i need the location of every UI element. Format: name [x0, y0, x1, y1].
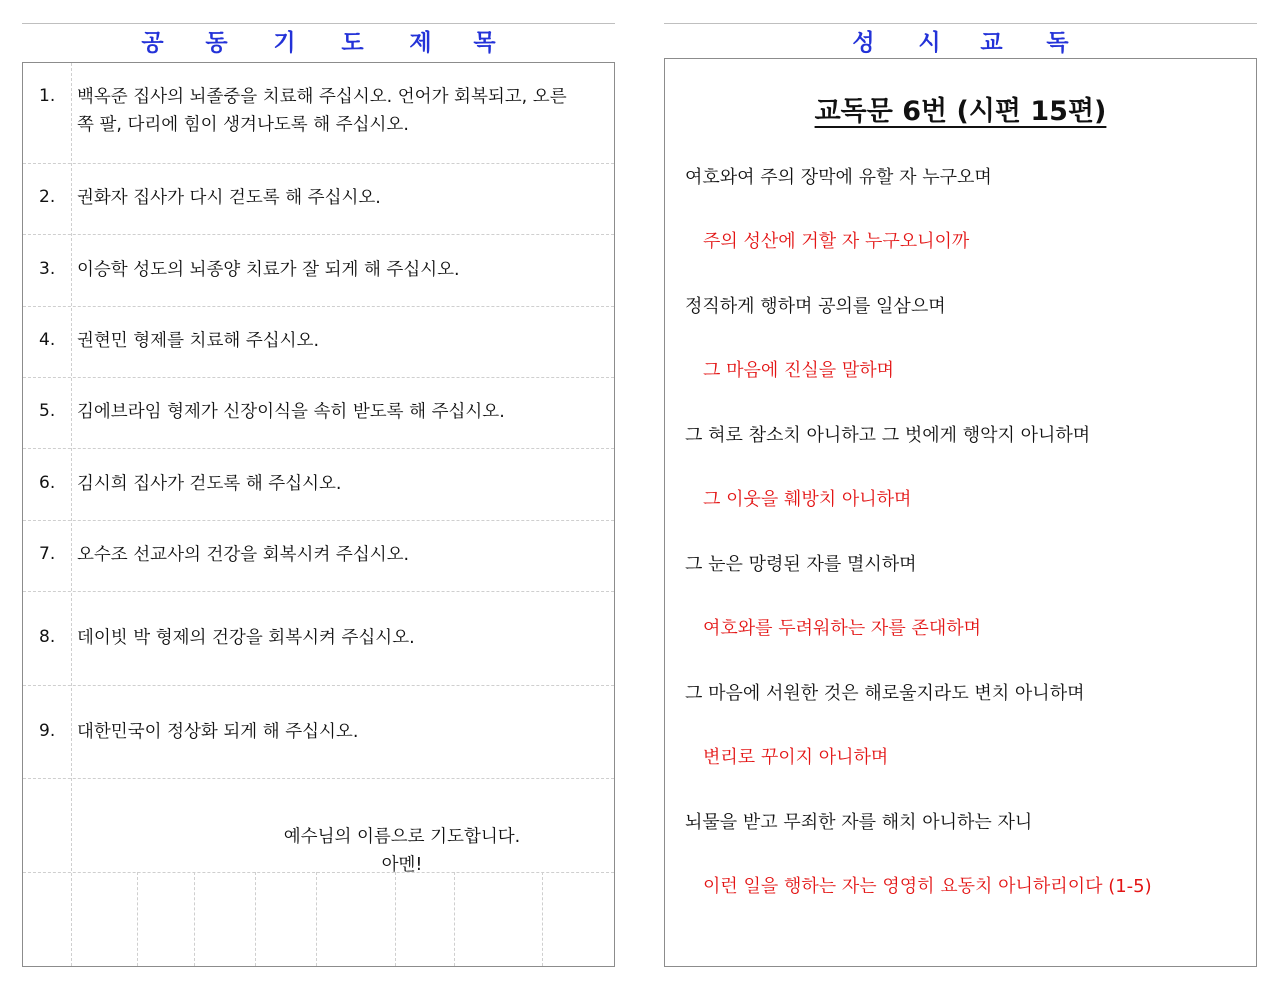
- item-text: 데이빗 박 형제의 건강을 회복시켜 주십시오.: [77, 628, 415, 648]
- prayer-heading: [22, 24, 615, 56]
- row-divider: [23, 685, 614, 686]
- reading-heading-char: 시: [918, 30, 941, 56]
- item-text: 백옥준 집사의 뇌졸중을 치료해 주십시오. 언어가 회복되고, 오른쪽 팔, 다리에 힘이 생겨나도록 해 주십시오.: [77, 87, 567, 135]
- list-item: [23, 256, 614, 286]
- list-item: [23, 718, 614, 748]
- list-item: [23, 541, 614, 571]
- reading-heading-char: 교: [980, 30, 1003, 56]
- item-number: 2.: [39, 187, 56, 207]
- reading-heading-char: 성: [852, 30, 875, 56]
- people-verse: 여호와를 두려워하는 자를 존대하며: [703, 618, 981, 639]
- leader-verse: 뇌물을 받고 무죄한 자를 해치 아니하는 자니: [685, 812, 1033, 833]
- prayer-heading-char: 공: [141, 30, 164, 56]
- people-verse: 그 마음에 진실을 말하며: [703, 360, 895, 381]
- closing-prayer: [273, 823, 531, 879]
- reading-heading-char: 독: [1046, 30, 1069, 56]
- bottom-grid: [23, 872, 614, 966]
- item-number: 4.: [39, 330, 56, 350]
- people-verse: 그 이웃을 훼방치 아니하며: [703, 489, 912, 510]
- item-number: 9.: [39, 721, 56, 741]
- item-text: 이승학 성도의 뇌종양 치료가 잘 되게 해 주십시오.: [77, 260, 460, 280]
- item-number: 8.: [39, 627, 56, 647]
- item-text: 권현민 형제를 치료해 주십시오.: [77, 331, 320, 351]
- row-divider: [23, 520, 614, 521]
- grid-line: [454, 872, 455, 966]
- item-text: 김시희 집사가 걷도록 해 주십시오.: [77, 474, 342, 494]
- item-text: 대한민국이 정상화 되게 해 주십시오.: [77, 722, 359, 742]
- grid-line: [316, 872, 317, 966]
- row-divider: [23, 448, 614, 449]
- row-divider: [23, 163, 614, 164]
- reading-title-text: 교독문 6번 (시편 15편): [814, 96, 1107, 127]
- grid-line: [542, 872, 543, 966]
- reading-title: [665, 89, 1256, 128]
- closing-line: 예수님의 이름으로 기도합니다.: [283, 827, 521, 847]
- leader-verse: 그 마음에 서원한 것은 해로울지라도 변치 아니하며: [685, 683, 1085, 704]
- grid-line: [137, 872, 138, 966]
- item-number: 3.: [39, 259, 56, 279]
- prayer-heading-char: 동: [205, 30, 228, 56]
- row-divider: [23, 778, 614, 779]
- people-verse: 변리로 꾸이지 아니하며: [703, 747, 889, 768]
- item-text: 오수조 선교사의 건강을 회복시켜 주십시오.: [77, 545, 410, 565]
- row-divider: [23, 306, 614, 307]
- grid-line: [255, 872, 256, 966]
- prayer-heading-char: 목: [473, 30, 496, 56]
- row-divider: [23, 234, 614, 235]
- prayer-heading-char: 기: [273, 30, 296, 56]
- list-item: [23, 470, 614, 500]
- people-verse: 이런 일을 행하는 자는 영영히 요동치 아니하리이다 (1-5): [703, 876, 1152, 897]
- prayer-heading-char: 도: [341, 30, 364, 56]
- row-divider: [23, 591, 614, 592]
- prayer-heading-char: 제: [409, 30, 432, 56]
- item-text: 김에브라임 형제가 신장이식을 속히 받도록 해 주십시오.: [77, 402, 505, 422]
- item-number: 6.: [39, 473, 56, 493]
- list-item: [23, 398, 614, 428]
- item-number: 5.: [39, 401, 56, 421]
- people-verse: 주의 성산에 거할 자 누구오니이까: [703, 231, 970, 252]
- prayer-list-box: [22, 62, 615, 967]
- row-divider: [23, 377, 614, 378]
- amen-line: 아멘!: [381, 855, 423, 875]
- item-number: 1.: [39, 86, 56, 106]
- grid-line: [395, 872, 396, 966]
- leader-verse: 그 혀로 참소치 아니하고 그 벗에게 행악지 아니하며: [685, 425, 1091, 446]
- reading-heading: [664, 24, 1257, 56]
- leader-verse: 여호와여 주의 장막에 유할 자 누구오며: [685, 167, 992, 188]
- list-item: [23, 184, 614, 214]
- grid-line: [194, 872, 195, 966]
- item-text: 권화자 집사가 다시 걷도록 해 주십시오.: [77, 188, 381, 208]
- list-item: [23, 83, 614, 143]
- list-item: [23, 327, 614, 357]
- reading-box: [664, 58, 1257, 967]
- leader-verse: 그 눈은 망령된 자를 멸시하며: [685, 554, 917, 575]
- leader-verse: 정직하게 행하며 공의를 일삼으며: [685, 296, 946, 317]
- list-item: [23, 624, 614, 654]
- item-number: 7.: [39, 544, 56, 564]
